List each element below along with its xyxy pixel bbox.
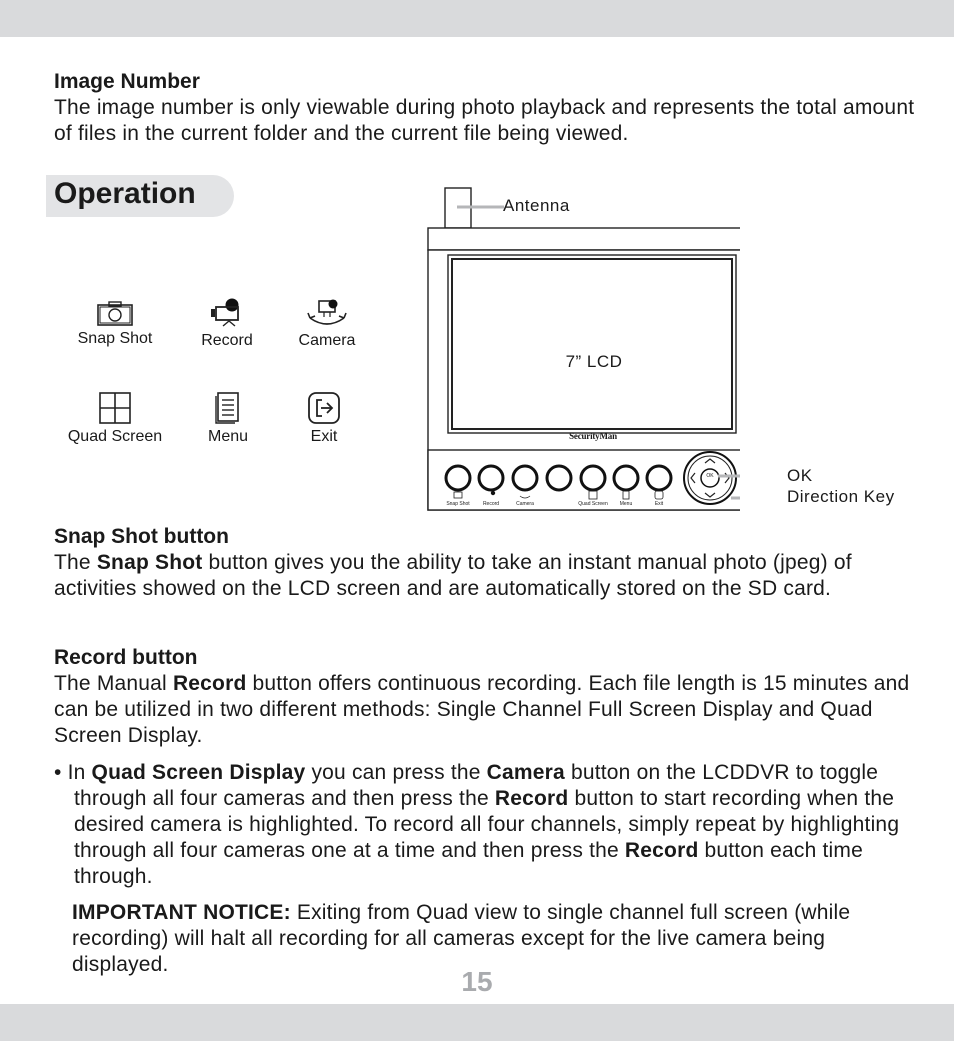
bold-run: IMPORTANT NOTICE: xyxy=(72,901,291,924)
bold-run: Snap Shot xyxy=(96,551,203,574)
bottom-band xyxy=(0,1004,954,1041)
camera-switch-icon xyxy=(304,298,350,328)
record-body xyxy=(54,671,934,749)
legend-label: Quad Screen xyxy=(67,428,163,445)
legend-exit xyxy=(294,392,354,446)
legend-label: Snap Shot xyxy=(77,330,153,347)
legend-label: Exit xyxy=(310,428,338,445)
device-button-label: Menu xyxy=(619,501,633,507)
top-band xyxy=(0,0,954,37)
record-icon xyxy=(491,491,495,495)
page-number: 15 xyxy=(461,966,493,997)
snap-shot-button xyxy=(446,466,470,490)
exit-icon xyxy=(308,392,340,424)
bold-run: Camera xyxy=(486,761,565,784)
device-top-bar xyxy=(428,228,740,250)
legend-snap-shot xyxy=(64,300,166,348)
lcd-screen xyxy=(452,259,732,429)
ok-button-text: OK xyxy=(706,473,714,479)
bold-run: Record xyxy=(494,787,569,810)
record-heading: Record button xyxy=(54,646,198,669)
direction-key-label: Direction Key xyxy=(787,487,895,506)
bold-run: Record xyxy=(624,839,699,862)
legend-label: Menu xyxy=(207,428,249,445)
antenna-label: Antenna xyxy=(503,196,570,215)
snap-shot-body xyxy=(54,550,934,602)
quad-screen-icon xyxy=(99,392,131,424)
bold-run: Record xyxy=(172,672,247,695)
quad-screen-button xyxy=(581,466,605,490)
device-button-label: Camera xyxy=(516,501,534,507)
brand-logo: SecurityMan xyxy=(569,431,617,441)
image-number-body: The image number is only viewable during photo playback and represents the total amount of files in the current folder and the current file being viewed. xyxy=(54,96,915,145)
legend-camera xyxy=(287,298,367,350)
image-number-heading: Image Number xyxy=(54,70,200,93)
camera-snapshot-icon xyxy=(97,300,133,326)
exit-button xyxy=(647,466,671,490)
operation-title: Operation xyxy=(54,177,196,210)
text-run: button gives you the ability to take an instant manual photo (jpeg) of activities showed on the LCD screen and are automatically stored on the SD card. xyxy=(54,551,852,600)
bold-run: Quad Screen Display xyxy=(91,761,306,784)
legend-label: Record xyxy=(201,332,253,349)
legend-quad-screen xyxy=(58,392,172,446)
blank-button xyxy=(547,466,571,490)
snap-shot-heading: Snap Shot button xyxy=(54,525,229,548)
text-run: button offers continuous recording. Each file length is 15 minutes and can be utilized in two different methods: Single Channel Full Screen Display and Quad Screen Display. xyxy=(54,672,910,747)
text-run: Exiting from Quad view to single channel full screen (while recording) will halt all recording for all cameras except for the live camera being displayed. xyxy=(72,901,851,976)
device-button-label: Record xyxy=(482,501,500,507)
device-button-label: Exit xyxy=(654,501,664,507)
camera-button xyxy=(513,466,537,490)
legend-menu xyxy=(198,392,258,446)
text-run: you can press the xyxy=(305,761,487,784)
device-button-label: Quad Screen xyxy=(578,501,608,507)
text-run: button to start recording when the desired camera is highlighted. To record all four channels, simply repeat by highlighting through all four cameras one at a time and then press the xyxy=(74,787,900,862)
text-run: The Manual xyxy=(54,672,173,695)
legend-record xyxy=(186,298,268,350)
record-icon xyxy=(207,298,247,328)
ok-label: OK xyxy=(787,466,813,485)
text-run: button on the LCDDVR to toggle through all four cameras and then press the xyxy=(74,761,879,810)
menu-button xyxy=(614,466,638,490)
text-run: • In xyxy=(54,761,92,784)
quad-screen-bullet xyxy=(54,760,940,890)
text-run: The xyxy=(54,551,97,574)
text-run: button each time through. xyxy=(74,839,863,888)
lcd-dvr-diagram xyxy=(420,180,740,520)
device-button-label: Snap Shot xyxy=(446,501,470,507)
menu-icon xyxy=(215,392,241,424)
record-button xyxy=(479,466,503,490)
lcd-label: 7” LCD xyxy=(565,352,623,371)
legend-label: Camera xyxy=(298,332,356,349)
